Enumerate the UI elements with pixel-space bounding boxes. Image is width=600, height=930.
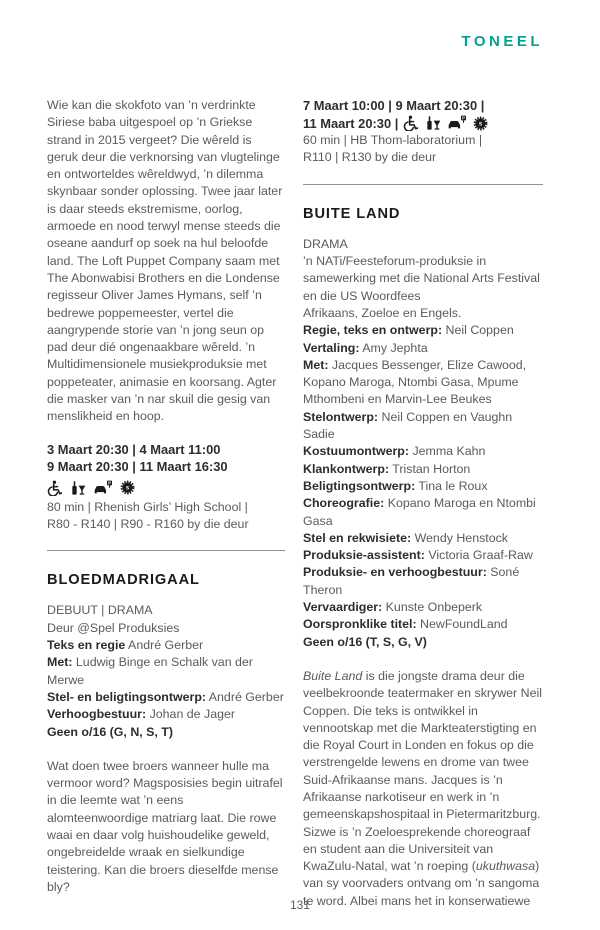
credit-line xyxy=(303,547,543,564)
credit-line xyxy=(303,599,543,616)
credit-value: Kopano Maroga en Ntombi Gasa xyxy=(303,496,536,528)
credit-value: DRAMA xyxy=(303,236,348,251)
show1-venue-line: 80 min | Rhenish Girls’ High School | xyxy=(47,499,248,514)
credit-label: Met: xyxy=(303,357,329,372)
credit-value: DEBUUT | DRAMA xyxy=(47,603,153,618)
section-divider-right xyxy=(303,184,543,185)
show1-dates-line1: 3 Maart 20:30 | 4 Maart 11:00 xyxy=(47,441,221,457)
credit-label: Vervaardiger: xyxy=(303,600,383,615)
show3-description xyxy=(303,668,543,910)
credit-label: Regie, teks en ontwerp: xyxy=(303,323,443,338)
bar-icon xyxy=(70,480,86,496)
credit-line xyxy=(47,689,285,706)
credit-line xyxy=(303,616,543,633)
credit-value: Jemma Kahn xyxy=(409,444,486,459)
credit-line xyxy=(303,461,543,478)
credit-label: Stelontwerp: xyxy=(303,409,379,424)
description-segment: is die jongste drama deur die veelbekroonde teatermaker en skrywer Neil Coppen. Die teks is ontwikkel in vennootskap met die Markteaterstigting en die Royal Court in Londen en fokus op die verstrengelde lewens en drome van twee Suid-Afrikaanse mans. Jacques is ’n Afrikaanse narkotiseur en werk in ’n gemeenskapshospitaal in Pietermaritzburg. Sizwe is ’n Zoeloesprekende choreograaf en student aan die Universiteit van KwaZulu-Natal, wat ’n roeping ( xyxy=(303,668,542,874)
parking-letter: P xyxy=(462,115,466,121)
show1-dates-line2: 9 Maart 20:30 | 11 Maart 16:30 xyxy=(47,459,228,475)
show1-performance-info xyxy=(47,441,285,534)
s-badge-icon xyxy=(473,116,488,131)
credit-value: Wendy Henstock xyxy=(411,530,508,545)
wheelchair-icon xyxy=(47,480,63,496)
credit-line xyxy=(303,634,543,651)
credit-value: Amy Jephta xyxy=(359,340,428,355)
credit-label: Kostuumontwerp: xyxy=(303,444,409,459)
car-parking-icon xyxy=(447,115,467,131)
show2-access-icons xyxy=(403,115,488,131)
credit-label: Teks en regie xyxy=(47,638,126,653)
column-left xyxy=(47,97,285,910)
show3-title: BUITE LAND xyxy=(303,205,401,222)
credit-value: Victoria Graaf-Raw xyxy=(424,548,533,563)
credit-value: Ludwig Binge en Schalk van der Merwe xyxy=(47,655,253,687)
credit-label: Met: xyxy=(47,655,73,670)
credit-line xyxy=(303,530,543,547)
s-badge-letter: s xyxy=(479,121,483,128)
credit-label: Vertaling: xyxy=(303,340,360,355)
credit-value: André Gerber xyxy=(125,638,204,653)
credit-line xyxy=(303,340,543,357)
description-segment: ukuthwasa xyxy=(475,859,536,874)
credit-label: Beligtingsontwerp: xyxy=(303,478,416,493)
show3-credits xyxy=(303,236,543,651)
show2-price-line: R110 | R130 by die deur xyxy=(303,150,437,165)
credit-line xyxy=(47,637,285,654)
credit-value: Johan de Jager xyxy=(146,707,236,722)
page-header xyxy=(47,33,543,51)
description-segment: Buite Land xyxy=(303,668,363,683)
credit-value: Deur @Spel Produksies xyxy=(47,620,180,635)
description-segment: ) van sy voorvaders ontvang om ’n sangoma te word. Albei mans het in konserwatiewe xyxy=(303,859,540,908)
show1-access-icons xyxy=(47,479,285,497)
show2-venue-line: 60 min | HB Thom-laboratorium | xyxy=(303,133,483,148)
show2-description: Wat doen twee broers wanneer hulle ma vermoor word? Magsposisies begin uitrafel in die leemte wat ’n eens alomteenwoordige matriarg laat. Die rowe waai en daar volg huishoudelike geweld, ongebreidelde wraak en sielkundige teistering. Kan die broers dieselfde mense bly? xyxy=(47,758,283,894)
credit-label: Stel- en beligtingsontwerp: xyxy=(47,689,207,704)
s-badge-letter: s xyxy=(125,485,130,492)
page-number: 131 xyxy=(289,898,311,912)
credit-label: Stel en rekwisiete: xyxy=(303,530,412,545)
credit-value: Tristan Horton xyxy=(389,461,471,476)
credit-line xyxy=(303,322,543,339)
bar-icon xyxy=(425,115,441,131)
credit-value: Jacques Bessenger, Elize Cawood, Kopano Maroga, Ntombi Gasa, Mpume Mthombeni en Marvin-Lee Beukes xyxy=(303,357,527,407)
credit-line xyxy=(47,620,285,637)
credit-line xyxy=(303,443,543,460)
credit-value: Kunste Onbeperk xyxy=(382,600,483,615)
credit-line xyxy=(47,602,285,619)
show2-dates-line1: 7 Maart 10:00 | 9 Maart 20:30 | xyxy=(303,98,485,113)
credit-value: NewFoundLand xyxy=(416,617,508,632)
credit-line xyxy=(303,357,543,409)
credit-value: Neil Coppen en Vaughn Sadie xyxy=(303,409,513,442)
credit-line xyxy=(47,706,285,723)
credit-label: Geen o/16 (T, S, G, V) xyxy=(303,634,427,649)
credit-line xyxy=(303,305,543,322)
credit-label: Klankontwerp: xyxy=(303,461,390,476)
car-parking-icon xyxy=(93,480,113,496)
credit-label: Geen o/16 (G, N, S, T) xyxy=(47,724,173,739)
s-badge-icon xyxy=(120,480,135,495)
column-right xyxy=(303,97,543,910)
credit-value: André Gerber xyxy=(206,689,284,704)
credit-line xyxy=(303,495,543,530)
credit-label: Verhoogbestuur: xyxy=(47,707,147,722)
show1-description: Wie kan die skokfoto van ’n verdrinkte Siriese baba uitgespoel op ’n Griekse strand in 2015 vergeet? Die wêreld is geruk deur die verknorsing van vlugtelinge en ontworteldes wêreldwyd, ’n dilemma skynbaar sonder oplossing. Twee jaar later is daar steeds ekstremisme, oorlog, armoede en nood terwyl mense steeds die oseane aandurf op soek na hul beloofde land. The Loft Puppet Company saam met The Abonwabisi Brothers en die Londense regisseur Oliver James Hymans, self ’n bedrewe poppemeester, vertel die aangrypende storie van ’n jong seun op pad deur dié ongenaakbare wêreld. ’n Multidimensionele musiekproduksie met poppeteater, animasie en koorsang. Agter die masker van ’n nar skuil die gesig van menslikheid en hoop. xyxy=(47,98,283,424)
credit-line xyxy=(303,478,543,495)
content-columns xyxy=(47,97,543,910)
credit-line xyxy=(303,409,543,444)
credit-value: Neil Coppen xyxy=(442,323,514,338)
show2-title: BLOEDMADRIGAAL xyxy=(47,572,200,589)
section-divider-left xyxy=(47,550,285,551)
credit-line xyxy=(303,253,543,305)
credit-line xyxy=(47,654,285,689)
credit-line xyxy=(47,724,285,741)
credit-value: Soné Theron xyxy=(303,565,520,597)
show1-price-line: R80 - R140 | R90 - R160 by die deur xyxy=(47,517,249,532)
credit-label: Oorspronklike titel: xyxy=(303,617,417,632)
parking-letter: P xyxy=(108,480,111,486)
credit-value: ’n NATi/Feesteforum-produksie in samewerking met die National Arts Festival en die US Woordfees xyxy=(303,254,540,303)
credit-label: Produksie-assistent: xyxy=(303,548,425,563)
show2-dates-line2-text: 11 Maart 20:30 | xyxy=(303,115,399,131)
wheelchair-icon xyxy=(403,115,419,131)
credit-label: Produksie- en verhoogbestuur: xyxy=(303,565,487,580)
credit-value: Tina le Roux xyxy=(415,478,488,493)
show2-credits xyxy=(47,602,285,740)
section-label: TONEEL xyxy=(461,33,543,50)
credit-value: Afrikaans, Zoeloe en Engels. xyxy=(303,305,462,320)
credit-line xyxy=(303,236,543,253)
show2-dates-line2 xyxy=(303,115,543,133)
show2-performance-info xyxy=(303,97,543,167)
credit-line xyxy=(303,564,543,599)
credit-label: Choreografie: xyxy=(303,496,385,511)
